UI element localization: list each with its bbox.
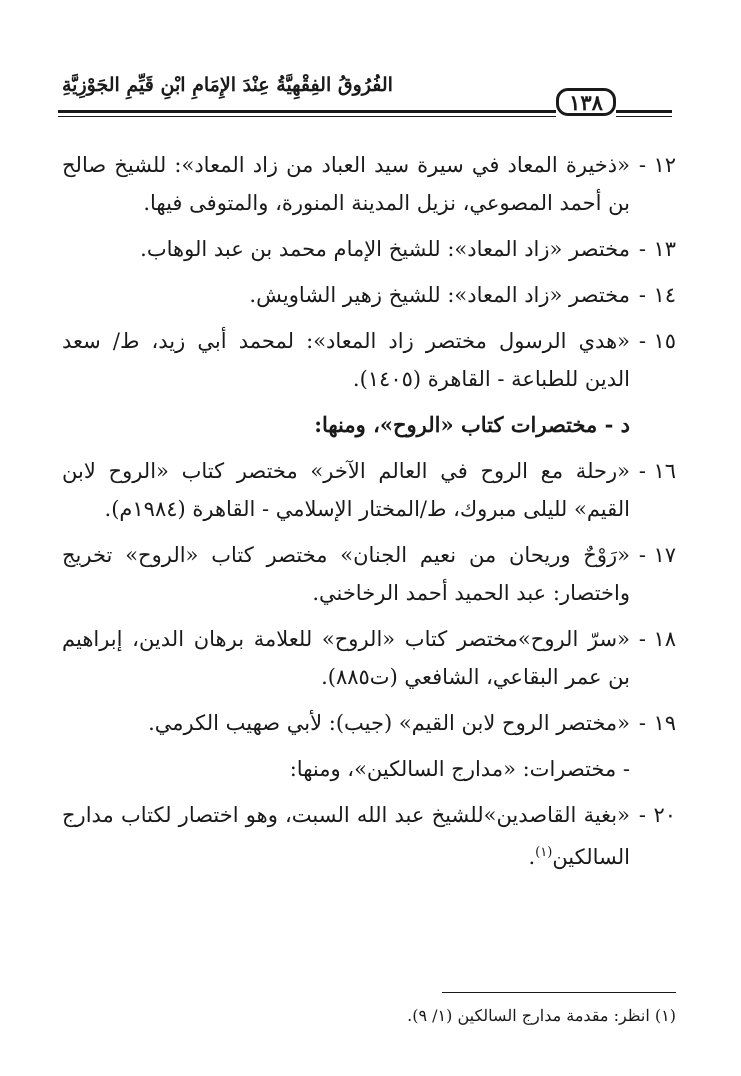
item-number: ١٩ — [653, 711, 676, 735]
list-item: ١٩ - «مختصر الروح لابن القيم» (جيب): لأبي صهيب الكرمي. — [62, 704, 676, 742]
item-text: «مختصر الروح لابن القيم» (جيب): لأبي صهيب الكرمي. — [148, 711, 630, 735]
item-number: ١٣ — [653, 237, 676, 261]
item-number: ١٤ — [653, 283, 676, 307]
page-number-badge — [556, 88, 616, 116]
list-item: ٢٠ - «بغية القاصدين»للشيخ عبد الله السبت، وهو اختصار لكتاب مدارج السالكين$^{(١)}$. — [62, 796, 676, 876]
header-rule-right-thin — [616, 116, 672, 117]
list-item: ١٦ - «رحلة مع الروح في العالم الآخر» مختصر كتاب «الروح لابن القيم» لليلى مبروك، ط/المختار الإسلامي - القاهرة (١٩٨٤م). — [62, 452, 676, 528]
item-text: مختصر «زاد المعاد»: للشيخ زهير الشاويش. — [249, 283, 630, 307]
item-text: «ذخيرة المعاد في سيرة سيد العباد من زاد المعاد»: للشيخ صالح بن أحمد المصوعي، نزيل المدينة المنورة، والمتوفى فيها. — [62, 153, 630, 215]
footnote: (١) انظر: مقدمة مدارج السالكين (١/ ٩). — [407, 1006, 676, 1025]
item-number: ٢٠ — [653, 803, 676, 827]
item-number: ١٨ — [653, 627, 676, 651]
list-item: ١٧ - «رَوْحٌ وريحان من نعيم الجنان» مختصر كتاب «الروح» تخريج واختصار: عبد الحميد أحمد الرخاخني. — [62, 536, 676, 612]
header-rule-right-thick — [616, 110, 672, 113]
section-heading-madarij: - مختصرات: «مدارج السالكين»، ومنها: — [289, 757, 630, 781]
item-number: ١٦ — [653, 459, 676, 483]
item-number: ١٢ — [653, 153, 676, 177]
item-text: «رحلة مع الروح في العالم الآخر» مختصر كتاب «الروح لابن القيم» لليلى مبروك، ط/المختار الإسلامي - القاهرة (١٩٨٤م). — [62, 459, 630, 521]
list-item: ١٤ - مختصر «زاد المعاد»: للشيخ زهير الشاويش. — [62, 276, 676, 314]
item-text: «هدي الرسول مختصر زاد المعاد»: لمحمد أبي زيد، ط/ سعد الدين للطباعة - القاهرة (١٤٠٥). — [62, 329, 630, 391]
footnote-separator — [442, 992, 676, 993]
page-body — [62, 146, 676, 884]
header-rule-thick — [58, 110, 556, 113]
list-item: ١٥ - «هدي الرسول مختصر زاد المعاد»: لمحمد أبي زيد، ط/ سعد الدين للطباعة - القاهرة (١٤٠٥). — [62, 322, 676, 398]
footnote-reference[interactable]: (١) — [535, 845, 553, 860]
item-text: مختصر «زاد المعاد»: للشيخ الإمام محمد بن عبد الوهاب. — [140, 237, 630, 261]
running-header-title: الفُرُوقُ الفِقْهِيَّةُ عِنْدَ الإِمَامِ ابْنِ قَيِّمِ الجَوْزِيَّةِ — [62, 74, 393, 96]
list-item: ١٨ - «سرّ الروح»مختصر كتاب «الروح» للعلامة برهان الدين، إبراهيم بن عمر البقاعي، الشافعي (ت٨٨٥). — [62, 620, 676, 696]
item-text: «بغية القاصدين»للشيخ عبد الله السبت، وهو اختصار لكتاب مدارج السالكين — [62, 803, 630, 869]
item-text: «رَوْحٌ وريحان من نعيم الجنان» مختصر كتاب «الروح» تخريج واختصار: عبد الحميد أحمد الرخاخني. — [62, 543, 630, 605]
item-number: ١٥ — [653, 329, 676, 353]
section-heading-d: د - مختصرات كتاب «الروح»، ومنها: — [314, 412, 630, 437]
header-rule-thin — [58, 116, 556, 117]
list-item: ١٣ - مختصر «زاد المعاد»: للشيخ الإمام محمد بن عبد الوهاب. — [62, 230, 676, 268]
item-number: ١٧ — [653, 543, 676, 567]
list-item: ١٢ - «ذخيرة المعاد في سيرة سيد العباد من زاد المعاد»: للشيخ صالح بن أحمد المصوعي، نزيل المدينة المنورة، والمتوفى فيها. — [62, 146, 676, 222]
page-number: ١٣٨ — [569, 89, 603, 115]
item-text: «سرّ الروح»مختصر كتاب «الروح» للعلامة برهان الدين، إبراهيم بن عمر البقاعي، الشافعي (ت٨٨٥). — [62, 627, 630, 689]
